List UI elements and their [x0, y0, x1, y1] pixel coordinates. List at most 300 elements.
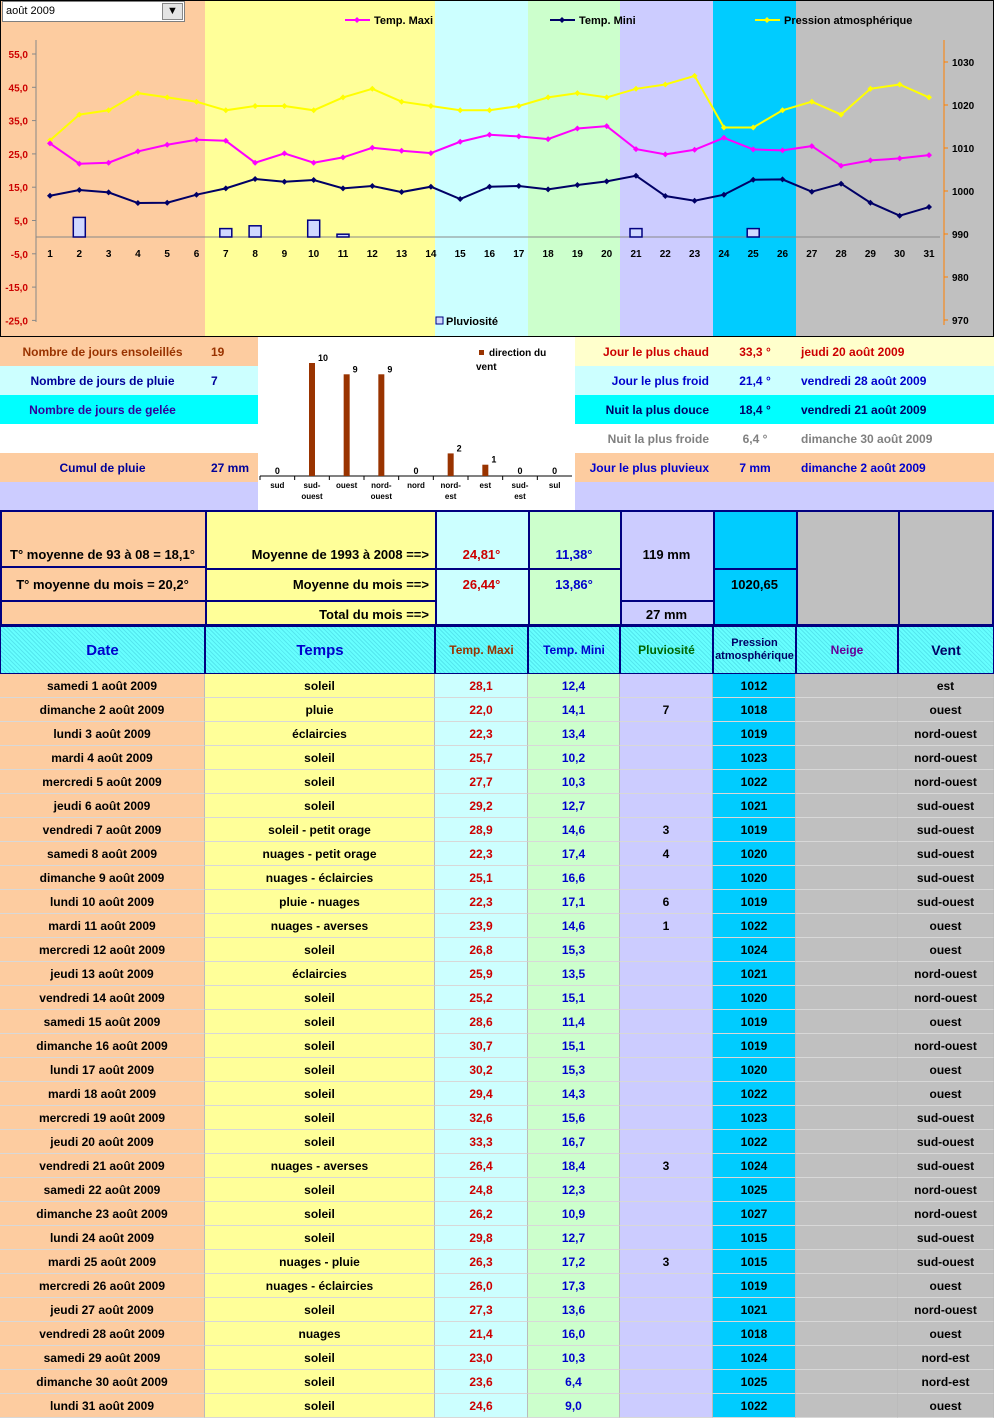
- header-tmax[interactable]: Temp. Maxi: [435, 626, 528, 674]
- rain-cell[interactable]: [620, 722, 713, 746]
- rain-cell[interactable]: [620, 986, 713, 1010]
- rain-cell[interactable]: 3: [620, 818, 713, 842]
- date-cell[interactable]: mercredi 5 août 2009: [0, 770, 205, 794]
- tmin-cell[interactable]: 15,3: [528, 1058, 620, 1082]
- weather-cell[interactable]: soleil: [205, 986, 435, 1010]
- wind-cell[interactable]: sud-ouest: [898, 890, 994, 914]
- weather-cell[interactable]: nuages - averses: [205, 914, 435, 938]
- rain-cell[interactable]: [620, 1106, 713, 1130]
- summary-divider: [528, 510, 530, 626]
- snow-cell[interactable]: [796, 938, 898, 962]
- pressure-cell[interactable]: 1024: [713, 1154, 796, 1178]
- rain-bar: [73, 217, 85, 237]
- pressure-cell[interactable]: 1018: [713, 698, 796, 722]
- wind-direction-chart: [258, 337, 575, 510]
- tmin-cell[interactable]: 11,4: [528, 1010, 620, 1034]
- x-tick-label: 7: [223, 249, 229, 260]
- wind-bar: [448, 453, 454, 476]
- weather-cell[interactable]: éclaircies: [205, 962, 435, 986]
- rain-cell[interactable]: [620, 794, 713, 818]
- snow-cell[interactable]: [796, 1154, 898, 1178]
- weather-cell[interactable]: soleil: [205, 1106, 435, 1130]
- rain-cell[interactable]: [620, 1202, 713, 1226]
- weather-cell[interactable]: soleil: [205, 1370, 435, 1394]
- pressure-cell[interactable]: 1019: [713, 1010, 796, 1034]
- tmax-cell[interactable]: 28,6: [435, 1010, 528, 1034]
- pressure-cell[interactable]: 1019: [713, 890, 796, 914]
- month-select[interactable]: [2, 1, 185, 22]
- tmax-cell[interactable]: 27,3: [435, 1298, 528, 1322]
- date-cell[interactable]: lundi 17 août 2009: [0, 1058, 205, 1082]
- wind-value: 10: [318, 353, 329, 363]
- date-cell[interactable]: samedi 29 août 2009: [0, 1346, 205, 1370]
- dropdown-arrow-icon[interactable]: ▼: [162, 3, 183, 20]
- pressure-cell[interactable]: 1023: [713, 1106, 796, 1130]
- tmax-cell[interactable]: 24,6: [435, 1394, 528, 1418]
- pressure-cell[interactable]: 1025: [713, 1370, 796, 1394]
- snow-cell[interactable]: [796, 794, 898, 818]
- wind-cell[interactable]: ouest: [898, 1082, 994, 1106]
- tmax-cell[interactable]: 33,3: [435, 1130, 528, 1154]
- wind-cell[interactable]: sud-ouest: [898, 1130, 994, 1154]
- header-rain[interactable]: Pluviosité: [620, 626, 713, 674]
- tmin-cell[interactable]: 13,5: [528, 962, 620, 986]
- wind-category: est: [479, 481, 492, 490]
- tmax-cell[interactable]: 24,8: [435, 1178, 528, 1202]
- weather-cell[interactable]: soleil: [205, 938, 435, 962]
- pressure-cell[interactable]: 1023: [713, 746, 796, 770]
- tmin-cell[interactable]: 15,1: [528, 1034, 620, 1058]
- summary-row1-rain: 119 mm: [620, 540, 713, 568]
- pressure-cell[interactable]: 1015: [713, 1250, 796, 1274]
- pressure-cell[interactable]: 1020: [713, 866, 796, 890]
- wind-cell[interactable]: nord-ouest: [898, 1298, 994, 1322]
- date-cell[interactable]: vendredi 7 août 2009: [0, 818, 205, 842]
- pressure-cell[interactable]: 1025: [713, 1178, 796, 1202]
- weather-cell[interactable]: soleil: [205, 1202, 435, 1226]
- wind-cell[interactable]: ouest: [898, 914, 994, 938]
- rain-cell[interactable]: [620, 1082, 713, 1106]
- wind-cell[interactable]: ouest: [898, 1394, 994, 1418]
- pressure-cell[interactable]: 1021: [713, 794, 796, 818]
- wind-cell[interactable]: nord-est: [898, 1370, 994, 1394]
- tmin-cell[interactable]: 18,4: [528, 1154, 620, 1178]
- weather-cell[interactable]: soleil: [205, 1082, 435, 1106]
- date-cell[interactable]: vendredi 28 août 2009: [0, 1322, 205, 1346]
- date-cell[interactable]: mardi 11 août 2009: [0, 914, 205, 938]
- rain-cell[interactable]: 4: [620, 842, 713, 866]
- snow-cell[interactable]: [796, 866, 898, 890]
- snow-cell[interactable]: [796, 1226, 898, 1250]
- date-cell[interactable]: mercredi 19 août 2009: [0, 1106, 205, 1130]
- x-tick-label: 21: [630, 249, 642, 260]
- tmax-cell[interactable]: 26,2: [435, 1202, 528, 1226]
- rain-cell[interactable]: [620, 770, 713, 794]
- weather-cell[interactable]: soleil: [205, 1130, 435, 1154]
- pressure-cell[interactable]: 1024: [713, 938, 796, 962]
- tmax-cell[interactable]: 32,6: [435, 1106, 528, 1130]
- record-label: Nuit la plus froide: [575, 424, 715, 453]
- rain-cell[interactable]: [620, 746, 713, 770]
- wind-cell[interactable]: sud-ouest: [898, 866, 994, 890]
- weather-cell[interactable]: soleil: [205, 1394, 435, 1418]
- pressure-cell[interactable]: 1018: [713, 1322, 796, 1346]
- date-cell[interactable]: dimanche 9 août 2009: [0, 866, 205, 890]
- tmin-cell[interactable]: 6,4: [528, 1370, 620, 1394]
- tmax-cell[interactable]: 22,3: [435, 722, 528, 746]
- wind-category: est: [444, 492, 457, 501]
- chart-band: [713, 0, 796, 337]
- date-cell[interactable]: dimanche 30 août 2009: [0, 1370, 205, 1394]
- snow-cell[interactable]: [796, 1322, 898, 1346]
- snow-cell[interactable]: [796, 746, 898, 770]
- weather-cell[interactable]: soleil: [205, 1178, 435, 1202]
- snow-cell[interactable]: [796, 986, 898, 1010]
- tmin-cell[interactable]: 9,0: [528, 1394, 620, 1418]
- wind-cell[interactable]: est: [898, 674, 994, 698]
- tmin-cell[interactable]: 13,4: [528, 722, 620, 746]
- tmin-cell[interactable]: 15,6: [528, 1106, 620, 1130]
- weather-cell[interactable]: soleil - petit orage: [205, 818, 435, 842]
- weather-cell[interactable]: nuages - éclaircies: [205, 1274, 435, 1298]
- snow-cell[interactable]: [796, 962, 898, 986]
- tmin-cell[interactable]: 14,1: [528, 698, 620, 722]
- tmin-cell[interactable]: 16,0: [528, 1322, 620, 1346]
- pressure-cell[interactable]: 1022: [713, 1394, 796, 1418]
- wind-cell[interactable]: sud-ouest: [898, 1154, 994, 1178]
- rain-cell[interactable]: [620, 1034, 713, 1058]
- rain-cell[interactable]: [620, 938, 713, 962]
- tmin-cell[interactable]: 10,2: [528, 746, 620, 770]
- weather-cell[interactable]: soleil: [205, 770, 435, 794]
- snow-cell[interactable]: [796, 1370, 898, 1394]
- tmin-cell[interactable]: 14,6: [528, 818, 620, 842]
- pressure-cell[interactable]: 1019: [713, 1274, 796, 1298]
- tmin-cell[interactable]: 17,3: [528, 1274, 620, 1298]
- snow-cell[interactable]: [796, 842, 898, 866]
- weather-cell[interactable]: nuages - pluie: [205, 1250, 435, 1274]
- rain-cell[interactable]: [620, 1322, 713, 1346]
- rain-cell[interactable]: [620, 1010, 713, 1034]
- tmin-cell[interactable]: 14,3: [528, 1082, 620, 1106]
- pressure-cell[interactable]: 1019: [713, 818, 796, 842]
- tmax-cell[interactable]: 25,7: [435, 746, 528, 770]
- tmax-cell[interactable]: 29,4: [435, 1082, 528, 1106]
- weather-cell[interactable]: pluie - nuages: [205, 890, 435, 914]
- record-label: Nuit la plus douce: [575, 395, 715, 424]
- wind-cell[interactable]: nord-ouest: [898, 1034, 994, 1058]
- date-cell[interactable]: lundi 24 août 2009: [0, 1226, 205, 1250]
- tmin-cell[interactable]: 10,3: [528, 1346, 620, 1370]
- date-cell[interactable]: dimanche 23 août 2009: [0, 1202, 205, 1226]
- rain-cell[interactable]: [620, 674, 713, 698]
- wind-cell[interactable]: nord-ouest: [898, 1202, 994, 1226]
- tmax-cell[interactable]: 25,2: [435, 986, 528, 1010]
- weather-cell[interactable]: soleil: [205, 1298, 435, 1322]
- tmin-cell[interactable]: 17,2: [528, 1250, 620, 1274]
- wind-cell[interactable]: nord-est: [898, 1346, 994, 1370]
- wind-cell[interactable]: nord-ouest: [898, 962, 994, 986]
- snow-cell[interactable]: [796, 770, 898, 794]
- wind-cell[interactable]: ouest: [898, 938, 994, 962]
- pressure-cell[interactable]: 1015: [713, 1226, 796, 1250]
- tmin-cell[interactable]: 15,3: [528, 938, 620, 962]
- summary-divider: [713, 510, 715, 626]
- weather-cell[interactable]: soleil: [205, 1010, 435, 1034]
- date-cell[interactable]: samedi 1 août 2009: [0, 674, 205, 698]
- date-cell[interactable]: jeudi 20 août 2009: [0, 1130, 205, 1154]
- wind-cell[interactable]: sud-ouest: [898, 842, 994, 866]
- snow-cell[interactable]: [796, 1106, 898, 1130]
- snow-cell[interactable]: [796, 1010, 898, 1034]
- weather-cell[interactable]: nuages - éclaircies: [205, 866, 435, 890]
- weather-cell[interactable]: nuages - averses: [205, 1154, 435, 1178]
- rain-cell[interactable]: [620, 1058, 713, 1082]
- pressure-cell[interactable]: 1022: [713, 770, 796, 794]
- x-tick-label: 22: [659, 249, 671, 260]
- rain-cell[interactable]: 7: [620, 698, 713, 722]
- weather-cell[interactable]: soleil: [205, 1346, 435, 1370]
- pressure-cell[interactable]: 1022: [713, 1082, 796, 1106]
- rain-cell[interactable]: 3: [620, 1154, 713, 1178]
- pressure-cell[interactable]: 1022: [713, 914, 796, 938]
- rain-cell[interactable]: 1: [620, 914, 713, 938]
- date-cell[interactable]: mercredi 26 août 2009: [0, 1274, 205, 1298]
- pressure-cell[interactable]: 1020: [713, 1058, 796, 1082]
- tmax-cell[interactable]: 30,2: [435, 1058, 528, 1082]
- header-tmin[interactable]: Temp. Mini: [528, 626, 620, 674]
- rain-cell[interactable]: [620, 1298, 713, 1322]
- header-snow[interactable]: Neige: [796, 626, 898, 674]
- rain-cell[interactable]: [620, 1370, 713, 1394]
- wind-legend-label: vent: [476, 362, 497, 373]
- record-date: vendredi 28 août 2009: [795, 366, 994, 395]
- tmax-cell[interactable]: 22,3: [435, 890, 528, 914]
- tmin-cell[interactable]: 12,7: [528, 1226, 620, 1250]
- wind-bar: [309, 363, 315, 476]
- rain-cell[interactable]: 6: [620, 890, 713, 914]
- summary-row1-label: Moyenne de 1993 à 2008 ==>: [205, 540, 435, 568]
- date-cell[interactable]: lundi 31 août 2009: [0, 1394, 205, 1418]
- tmin-cell[interactable]: 17,1: [528, 890, 620, 914]
- tmax-cell[interactable]: 25,1: [435, 866, 528, 890]
- rain-cell[interactable]: [620, 962, 713, 986]
- date-cell[interactable]: dimanche 2 août 2009: [0, 698, 205, 722]
- wind-cell[interactable]: sud-ouest: [898, 818, 994, 842]
- snow-cell[interactable]: [796, 890, 898, 914]
- date-cell[interactable]: mercredi 12 août 2009: [0, 938, 205, 962]
- snow-cell[interactable]: [796, 1130, 898, 1154]
- snow-cell[interactable]: [796, 1250, 898, 1274]
- weather-cell[interactable]: soleil: [205, 1034, 435, 1058]
- tmax-cell[interactable]: 28,9: [435, 818, 528, 842]
- tmax-cell[interactable]: 22,3: [435, 842, 528, 866]
- snow-cell[interactable]: [796, 1274, 898, 1298]
- tmax-cell[interactable]: 29,2: [435, 794, 528, 818]
- tmin-cell[interactable]: 17,4: [528, 842, 620, 866]
- weather-cell[interactable]: pluie: [205, 698, 435, 722]
- x-tick-label: 18: [542, 249, 554, 260]
- date-cell[interactable]: vendredi 21 août 2009: [0, 1154, 205, 1178]
- wind-value: 0: [552, 466, 558, 476]
- snow-cell[interactable]: [796, 1202, 898, 1226]
- pressure-cell[interactable]: 1021: [713, 962, 796, 986]
- date-cell[interactable]: lundi 10 août 2009: [0, 890, 205, 914]
- date-cell[interactable]: jeudi 27 août 2009: [0, 1298, 205, 1322]
- tmax-cell[interactable]: 26,3: [435, 1250, 528, 1274]
- pressure-cell[interactable]: 1019: [713, 722, 796, 746]
- left-tick-label: 5,0: [14, 216, 28, 228]
- wind-bar: [378, 374, 384, 476]
- snow-cell[interactable]: [796, 1346, 898, 1370]
- wind-cell[interactable]: ouest: [898, 1322, 994, 1346]
- snow-cell[interactable]: [796, 698, 898, 722]
- wind-cell[interactable]: nord-ouest: [898, 746, 994, 770]
- rain-cell[interactable]: [620, 1274, 713, 1298]
- month-select-value: août 2009: [6, 5, 55, 17]
- date-cell[interactable]: samedi 22 août 2009: [0, 1178, 205, 1202]
- tmax-cell[interactable]: 29,8: [435, 1226, 528, 1250]
- date-cell[interactable]: mardi 4 août 2009: [0, 746, 205, 770]
- x-tick-label: 11: [337, 249, 349, 260]
- pressure-cell[interactable]: 1024: [713, 1346, 796, 1370]
- rain-cell[interactable]: [620, 1394, 713, 1418]
- date-cell[interactable]: mardi 25 août 2009: [0, 1250, 205, 1274]
- weather-cell[interactable]: soleil: [205, 1226, 435, 1250]
- tmin-cell[interactable]: 16,6: [528, 866, 620, 890]
- wind-cell[interactable]: sud-ouest: [898, 1250, 994, 1274]
- weather-cell[interactable]: nuages - petit orage: [205, 842, 435, 866]
- wind-bar: [344, 374, 350, 476]
- pressure-cell[interactable]: 1020: [713, 842, 796, 866]
- tmin-cell[interactable]: 12,3: [528, 1178, 620, 1202]
- snow-cell[interactable]: [796, 1298, 898, 1322]
- pressure-cell[interactable]: 1027: [713, 1202, 796, 1226]
- wind-cell[interactable]: sud-ouest: [898, 1226, 994, 1250]
- pressure-cell[interactable]: 1021: [713, 1298, 796, 1322]
- snow-cell[interactable]: [796, 1394, 898, 1418]
- date-cell[interactable]: samedi 15 août 2009: [0, 1010, 205, 1034]
- tmin-cell[interactable]: 12,7: [528, 794, 620, 818]
- left-tick-label: -5,0: [10, 249, 28, 261]
- weather-cell[interactable]: soleil: [205, 794, 435, 818]
- snow-cell[interactable]: [796, 1178, 898, 1202]
- tmax-cell[interactable]: 27,7: [435, 770, 528, 794]
- tmax-cell[interactable]: 30,7: [435, 1034, 528, 1058]
- date-cell[interactable]: vendredi 14 août 2009: [0, 986, 205, 1010]
- wind-cell[interactable]: sud-ouest: [898, 1106, 994, 1130]
- tmax-cell[interactable]: 26,8: [435, 938, 528, 962]
- tmin-cell[interactable]: 14,6: [528, 914, 620, 938]
- summary-divider: [898, 510, 900, 626]
- legend-rain-swatch: [436, 317, 443, 324]
- summary-col-bg: [796, 510, 898, 626]
- snow-cell[interactable]: [796, 674, 898, 698]
- header-wind[interactable]: Vent: [898, 626, 994, 674]
- pressure-cell[interactable]: 1020: [713, 986, 796, 1010]
- wind-cell[interactable]: nord-ouest: [898, 722, 994, 746]
- wind-cell[interactable]: sud-ouest: [898, 794, 994, 818]
- rain-cell[interactable]: [620, 1178, 713, 1202]
- tmin-cell[interactable]: 10,9: [528, 1202, 620, 1226]
- stat-filler: [0, 482, 258, 510]
- rain-cell[interactable]: [620, 866, 713, 890]
- weather-cell[interactable]: éclaircies: [205, 722, 435, 746]
- rain-cell[interactable]: 3: [620, 1250, 713, 1274]
- header-date[interactable]: Date: [0, 626, 205, 674]
- summary-divider: [796, 510, 798, 626]
- summary-row2-press: 1020,65: [713, 568, 796, 598]
- wind-cell[interactable]: ouest: [898, 698, 994, 722]
- snow-cell[interactable]: [796, 722, 898, 746]
- snow-cell[interactable]: [796, 1058, 898, 1082]
- tmax-cell[interactable]: 21,4: [435, 1322, 528, 1346]
- wind-cell[interactable]: ouest: [898, 1058, 994, 1082]
- weather-cell[interactable]: soleil: [205, 1058, 435, 1082]
- date-cell[interactable]: lundi 3 août 2009: [0, 722, 205, 746]
- wind-cell[interactable]: nord-ouest: [898, 986, 994, 1010]
- tmax-cell[interactable]: 26,4: [435, 1154, 528, 1178]
- snow-cell[interactable]: [796, 914, 898, 938]
- header-temps[interactable]: Temps: [205, 626, 435, 674]
- tmax-cell[interactable]: 23,9: [435, 914, 528, 938]
- stat-label: Nombre de jours ensoleillés: [0, 337, 205, 366]
- tmax-cell[interactable]: 25,9: [435, 962, 528, 986]
- rain-cell[interactable]: [620, 1226, 713, 1250]
- weather-cell[interactable]: soleil: [205, 746, 435, 770]
- snow-cell[interactable]: [796, 1034, 898, 1058]
- wind-category: nord: [407, 481, 425, 490]
- wind-category: nord-: [371, 481, 392, 490]
- tmax-cell[interactable]: 22,0: [435, 698, 528, 722]
- header-press[interactable]: Pression atmosphérique: [713, 626, 796, 674]
- rain-cell[interactable]: [620, 1130, 713, 1154]
- snow-cell[interactable]: [796, 818, 898, 842]
- pressure-cell[interactable]: 1012: [713, 674, 796, 698]
- pressure-cell[interactable]: 1022: [713, 1130, 796, 1154]
- wind-cell[interactable]: ouest: [898, 1010, 994, 1034]
- date-cell[interactable]: samedi 8 août 2009: [0, 842, 205, 866]
- tmin-cell[interactable]: 10,3: [528, 770, 620, 794]
- wind-cell[interactable]: nord-ouest: [898, 770, 994, 794]
- wind-cell[interactable]: ouest: [898, 1274, 994, 1298]
- date-cell[interactable]: dimanche 16 août 2009: [0, 1034, 205, 1058]
- rain-bar: [630, 229, 642, 237]
- snow-cell[interactable]: [796, 1082, 898, 1106]
- tmax-cell[interactable]: 23,6: [435, 1370, 528, 1394]
- weather-cell[interactable]: soleil: [205, 674, 435, 698]
- date-cell[interactable]: jeudi 6 août 2009: [0, 794, 205, 818]
- date-cell[interactable]: mardi 18 août 2009: [0, 1082, 205, 1106]
- wind-cell[interactable]: nord-ouest: [898, 1178, 994, 1202]
- chart-band: [620, 0, 713, 337]
- tmin-cell[interactable]: 13,6: [528, 1298, 620, 1322]
- tmax-cell[interactable]: 26,0: [435, 1274, 528, 1298]
- tmax-cell[interactable]: 28,1: [435, 674, 528, 698]
- tmin-cell[interactable]: 16,7: [528, 1130, 620, 1154]
- record-date: dimanche 2 août 2009: [795, 453, 994, 482]
- tmin-cell[interactable]: 12,4: [528, 674, 620, 698]
- rain-cell[interactable]: [620, 1346, 713, 1370]
- pressure-cell[interactable]: 1019: [713, 1034, 796, 1058]
- wind-value: 1: [491, 454, 497, 465]
- date-cell[interactable]: jeudi 13 août 2009: [0, 962, 205, 986]
- summary-divider: [435, 510, 437, 626]
- weather-cell[interactable]: nuages: [205, 1322, 435, 1346]
- tmin-cell[interactable]: 15,1: [528, 986, 620, 1010]
- tmax-cell[interactable]: 23,0: [435, 1346, 528, 1370]
- right-tick-label: 1000: [952, 187, 975, 198]
